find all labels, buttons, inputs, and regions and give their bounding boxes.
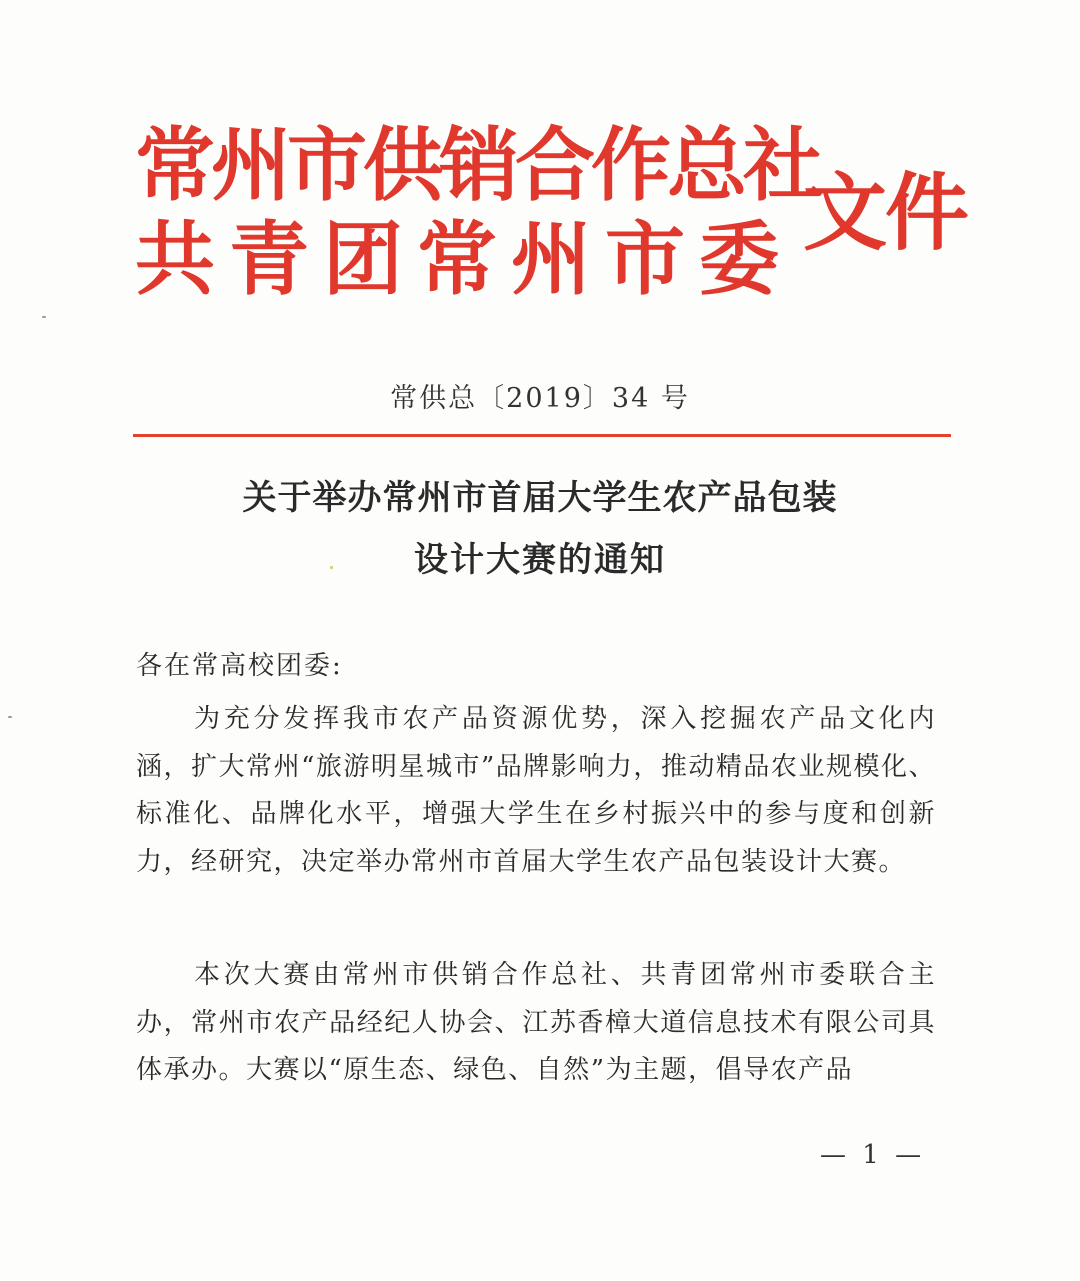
document-type-label: 文件: [803, 163, 968, 262]
issuer-line-2: 共青团常州市委: [135, 212, 793, 306]
scan-speck: [42, 316, 46, 318]
notice-title-line-2: 设计大赛的通知: [414, 540, 666, 580]
issuer-line-1: 常州市供销合作总社: [135, 118, 819, 212]
salutation: 各在常高校团委:: [136, 651, 343, 681]
body-paragraph-1: 为充分发挥我市农产品资源优势，深入挖掘农产品文化内涵，扩大常州“旅游明星城市”品牌影响力，推动精品农业规模化、标准化、品牌化水平，增强大学生在乡村振兴中的参与度和创新力，经研究，决定举办常州市首届大学生农产品包装设计大赛。: [136, 704, 936, 877]
scan-speck: [8, 716, 12, 718]
body-paragraph-2: 本次大赛由常州市供销合作总社、共青团常州市委联合主办，常州市农产品经纪人协会、江苏香樟大道信息技术有限公司具体承办。大赛以“原生态、绿色、自然”为主题，倡导农产品: [136, 960, 936, 1085]
red-divider-line: [133, 434, 951, 437]
document-number: 常供总〔2019〕34 号: [390, 383, 690, 414]
page-number: — 1 —: [820, 1140, 926, 1170]
red-masthead: [135, 110, 968, 310]
scan-speck: [330, 566, 333, 569]
notice-title-line-1: 关于举办常州市首届大学生农产品包装: [242, 478, 838, 518]
